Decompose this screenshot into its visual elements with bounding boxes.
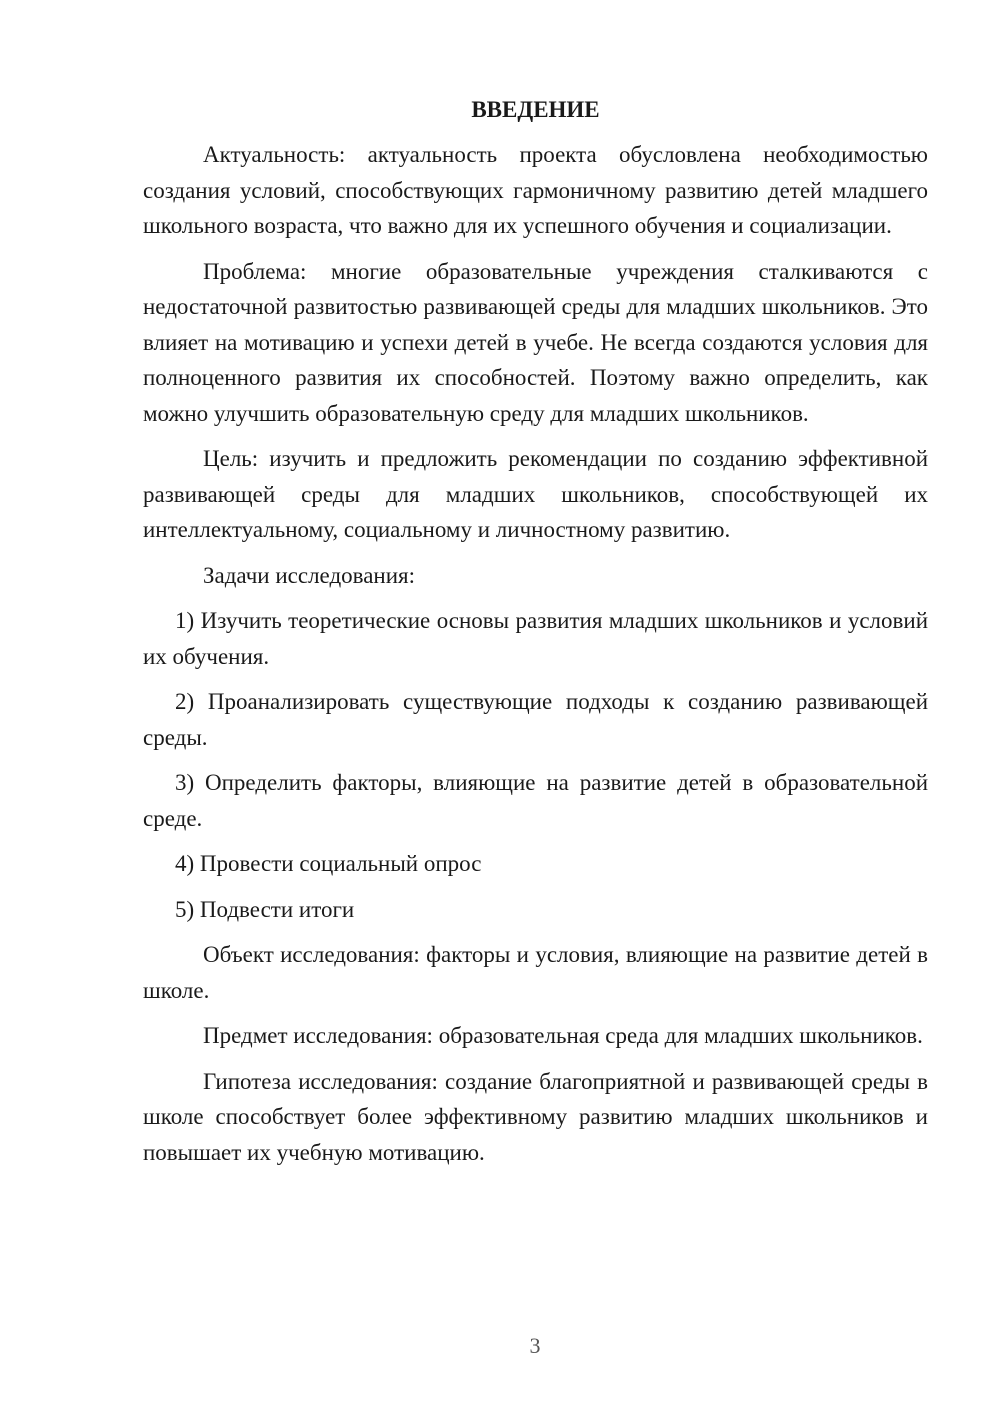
paragraph-object: Объект исследования: факторы и условия, влияющие на развитие детей в школе. — [143, 942, 928, 1003]
document-body — [143, 92, 928, 1180]
paragraph-tasks-intro: Задачи исследования: — [203, 562, 416, 588]
task-list — [143, 603, 928, 927]
task-item-3: 3) Определить факторы, влияющие на развитие детей в образовательной среде. — [143, 770, 928, 831]
task-item-4: 4) Провести социальный опрос — [175, 851, 482, 876]
page-number: 3 — [529, 1333, 541, 1358]
task-item-5: 5) Подвести итоги — [175, 896, 355, 922]
paragraph-subject: Предмет исследования: образовательная среда для младших школьников. — [203, 1023, 923, 1048]
task-item-2: 2) Проанализировать существующие подходы к созданию развивающей среды. — [143, 689, 928, 750]
paragraph-hypothesis: Гипотеза исследования: создание благоприятной и развивающей среды в школе способствует более эффективному развитию младших школьников и повышает их учебную мотивацию. — [143, 1068, 928, 1165]
paragraph-problem: Проблема: многие образовательные учреждения сталкиваются с недостаточной развитостью развивающей среды для младших школьников. Это влияет на мотивацию и успехи детей в учебе. Не всегда создаются условия для полноценного развития их способностей. Поэтому важно определить, как можно улучшить образовательную среду для младших школьников. — [143, 258, 928, 426]
paragraph-goal: Цель: изучить и предложить рекомендации по созданию эффективной развивающей среды для младших школьников, способствующей их интеллектуальному, социальному и личностному развитию. — [143, 446, 928, 542]
section-heading: ВВЕДЕНИЕ — [471, 97, 600, 122]
task-item-1: 1) Изучить теоретические основы развития младших школьников и условий их обучения. — [143, 608, 928, 669]
paragraph-relevance: Актуальность: актуальность проекта обусловлена необходимостью создания условий, способствующих гармоничному развитию детей младшего школьного возраста, что важно для их успешного обучения и социализации. — [143, 142, 928, 238]
